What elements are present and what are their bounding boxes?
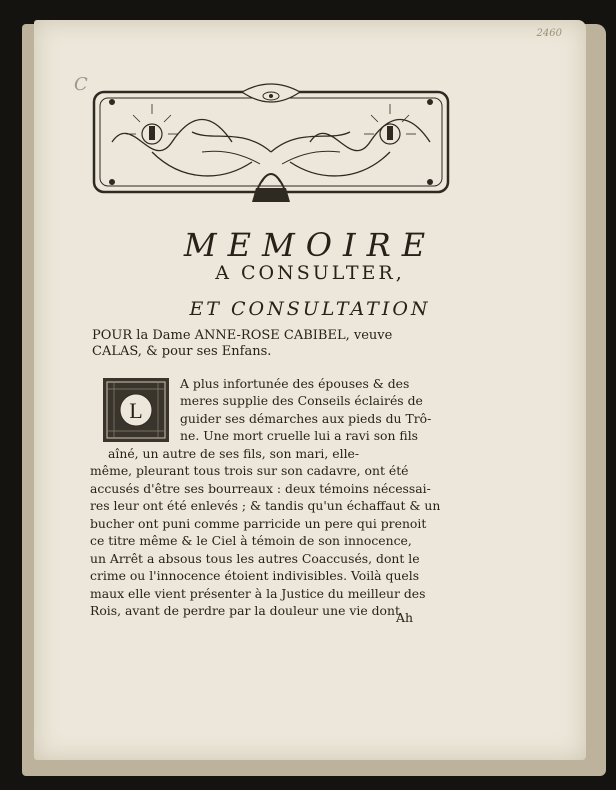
body-line: bucher ont puni comme parricide un pere qui prenoit	[90, 516, 427, 531]
catchword: Ah	[396, 610, 414, 625]
title-line-2: A CONSULTER,	[215, 262, 405, 284]
body-line: crime ou l'innocence étoient indivisibles. Voilà quels	[90, 568, 420, 583]
body-line: guider ses démarches aux pieds du Trô-	[180, 411, 432, 426]
body-line: ne. Une mort cruelle lui a ravi son fils	[180, 428, 419, 443]
corner-note: 2460	[536, 28, 562, 39]
subtitle-line-1: POUR la Dame ANNE-ROSE CABIBEL, veuve	[92, 328, 393, 343]
subtitle-line-2: CALAS, & pour ses Enfans.	[92, 344, 272, 359]
pencil-mark: C	[74, 74, 88, 95]
title-line-3: ET CONSULTATION	[189, 298, 431, 320]
dropcap-letter: L	[129, 398, 143, 423]
header-ornament	[92, 82, 450, 206]
body-line: meres supplie des Conseils éclairés de	[180, 393, 423, 408]
subtitle	[92, 328, 522, 360]
body-line: maux elle vient présenter à la Justice du meilleur des	[90, 586, 426, 601]
document-title: MEMOIRE	[183, 226, 437, 264]
body-line: res leur ont été enlevés ; & tandis qu'un échaffaut & un	[90, 498, 441, 513]
document-page	[34, 20, 586, 760]
dropcap-frame	[102, 377, 170, 443]
body-line: même, pleurant tous trois sur son cadavre, ont été	[90, 463, 409, 478]
body-line: A plus infortunée des épouses & des	[180, 376, 410, 391]
body-line: Rois, avant de perdre par la douleur une vie dont	[90, 603, 400, 618]
body-line: ce titre même & le Ciel à témoin de son innocence,	[90, 533, 412, 548]
body-line: accusés d'être ses bourreaux : deux témoins nécessai-	[90, 481, 431, 496]
body-line: un Arrêt a absous tous les autres Coaccusés, dont le	[90, 551, 420, 566]
body-line: aîné, un autre de ses fils, son mari, elle-	[108, 446, 360, 461]
